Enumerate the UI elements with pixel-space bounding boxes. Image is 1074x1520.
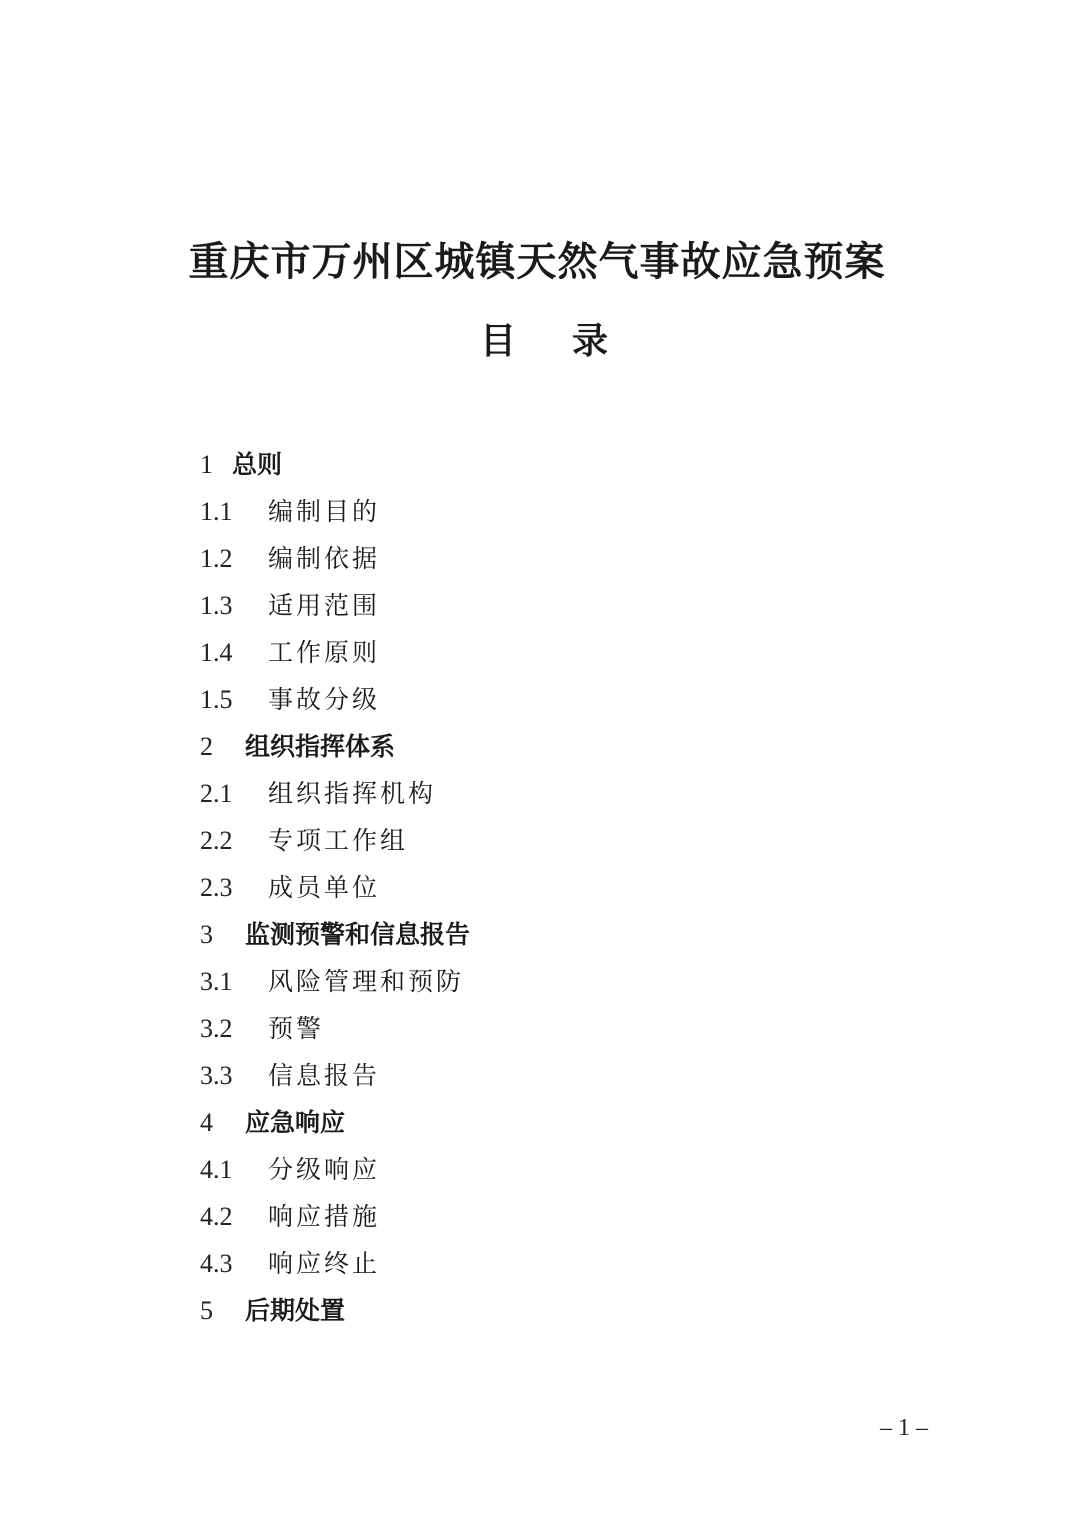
toc-section	[200, 1146, 960, 1193]
toc-number: 1	[200, 450, 213, 479]
toc-section	[200, 958, 960, 1005]
toc-number: 4.1	[200, 1155, 233, 1184]
toc-section	[200, 1240, 960, 1287]
toc-number: 1.4	[200, 638, 233, 667]
table-of-contents	[200, 441, 960, 1334]
toc-chapter	[200, 723, 960, 770]
toc-number: 2.3	[200, 873, 233, 902]
toc-number: 5	[200, 1296, 213, 1325]
toc-title: 工作原则	[268, 638, 381, 667]
toc-title: 成员单位	[268, 873, 381, 902]
toc-title: 响应措施	[268, 1202, 381, 1231]
toc-number: 2	[200, 732, 213, 761]
toc-section	[200, 1005, 960, 1052]
toc-number: 1.1	[200, 497, 233, 526]
toc-heading-char-2: 录	[572, 321, 609, 362]
toc-section	[200, 817, 960, 864]
toc-title: 分级响应	[268, 1155, 381, 1184]
toc-title: 事故分级	[268, 685, 381, 714]
toc-title: 响应终止	[268, 1249, 381, 1278]
toc-section	[200, 864, 960, 911]
toc-chapter	[200, 1099, 960, 1146]
toc-section	[200, 582, 960, 629]
toc-title: 编制目的	[268, 497, 381, 526]
toc-title: 风险管理和预防	[268, 967, 465, 996]
toc-number: 4	[200, 1108, 213, 1137]
toc-title: 应急响应	[245, 1108, 346, 1137]
toc-section	[200, 1052, 960, 1099]
toc-title: 编制依据	[268, 544, 381, 573]
toc-chapter	[200, 1287, 960, 1334]
toc-number: 4.3	[200, 1249, 233, 1278]
toc-section	[200, 1193, 960, 1240]
toc-title: 组织指挥体系	[245, 732, 396, 761]
toc-title: 组织指挥机构	[268, 779, 437, 808]
toc-chapter	[200, 441, 960, 488]
toc-title: 适用范围	[268, 591, 381, 620]
toc-title: 总则	[232, 450, 283, 479]
toc-title: 专项工作组	[268, 826, 409, 855]
toc-section	[200, 629, 960, 676]
toc-number: 4.2	[200, 1202, 233, 1231]
document-title: 重庆市万州区城镇天然气事故应急预案	[188, 238, 886, 285]
toc-number: 2.1	[200, 779, 233, 808]
toc-title: 监测预警和信息报告	[245, 920, 471, 949]
toc-title: 后期处置	[245, 1296, 346, 1325]
toc-number: 3.3	[200, 1061, 233, 1090]
toc-number: 1.5	[200, 685, 233, 714]
toc-title: 预警	[268, 1014, 325, 1043]
toc-number: 2.2	[200, 826, 233, 855]
toc-chapter	[200, 911, 960, 958]
toc-title: 信息报告	[268, 1061, 381, 1090]
toc-section	[200, 770, 960, 817]
page-number: – 1 –	[880, 1415, 928, 1441]
toc-section	[200, 488, 960, 535]
toc-number: 1.2	[200, 544, 233, 573]
toc-number: 3	[200, 920, 213, 949]
toc-section	[200, 535, 960, 582]
toc-number: 1.3	[200, 591, 233, 620]
toc-number: 3.1	[200, 967, 233, 996]
toc-section	[200, 676, 960, 723]
toc-heading-char-1: 目	[480, 321, 517, 362]
toc-number: 3.2	[200, 1014, 233, 1043]
